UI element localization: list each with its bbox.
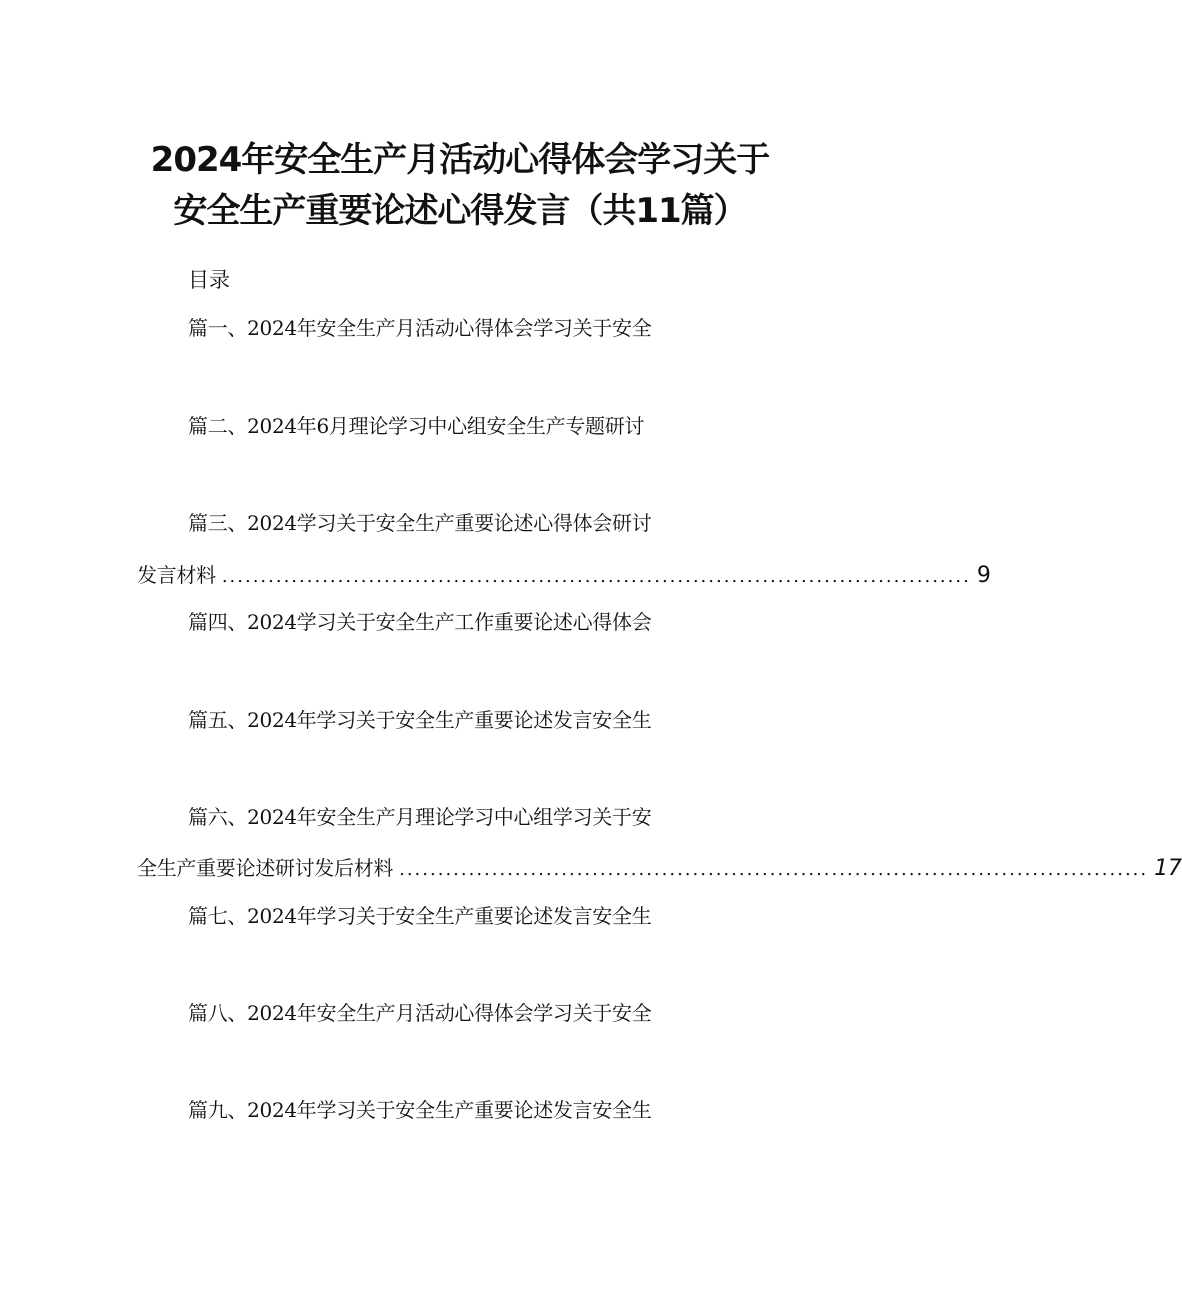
toc-entry-1[interactable]: 篇一、2024年安全生产月活动心得体会学习关于安全 xyxy=(188,316,652,340)
toc-page-number: 9 xyxy=(976,563,991,588)
toc-leader-dots: ................................................................................................. xyxy=(399,859,1149,880)
toc-entry-3-continuation[interactable] xyxy=(137,559,991,588)
toc-entry-6-continuation[interactable] xyxy=(137,852,1182,881)
toc-entry-8[interactable]: 篇八、2024年安全生产月活动心得体会学习关于安全 xyxy=(188,1001,652,1025)
toc-entry-continuation-text: 全生产重要论述研讨发后材料 xyxy=(137,856,394,880)
toc-heading: 目录 xyxy=(188,268,230,292)
toc-entry-3[interactable]: 篇三、2024学习关于安全生产重要论述心得体会研讨 xyxy=(188,511,652,535)
toc-leader-dots: ................................................................................................. xyxy=(221,566,971,587)
toc-entry-6[interactable]: 篇六、2024年安全生产月理论学习中心组学习关于安 xyxy=(188,805,652,829)
toc-entry-7[interactable]: 篇七、2024年学习关于安全生产重要论述发言安全生 xyxy=(188,904,652,928)
document-title-line-2: 安全生产重要论述心得发言（共11篇） xyxy=(173,191,747,231)
toc-entry-5[interactable]: 篇五、2024年学习关于安全生产重要论述发言安全生 xyxy=(188,708,652,732)
toc-entry-9[interactable]: 篇九、2024年学习关于安全生产重要论述发言安全生 xyxy=(188,1098,652,1122)
toc-page-number: 17 xyxy=(1154,856,1182,881)
document-title-line-1: 2024年安全生产月活动心得体会学习关于 xyxy=(150,140,770,180)
toc-entry-continuation-text: 发言材料 xyxy=(137,563,216,587)
toc-entry-2[interactable]: 篇二、2024年6月理论学习中心组安全生产专题研讨 xyxy=(188,414,645,438)
toc-entry-4[interactable]: 篇四、2024学习关于安全生产工作重要论述心得体会 xyxy=(188,610,652,634)
